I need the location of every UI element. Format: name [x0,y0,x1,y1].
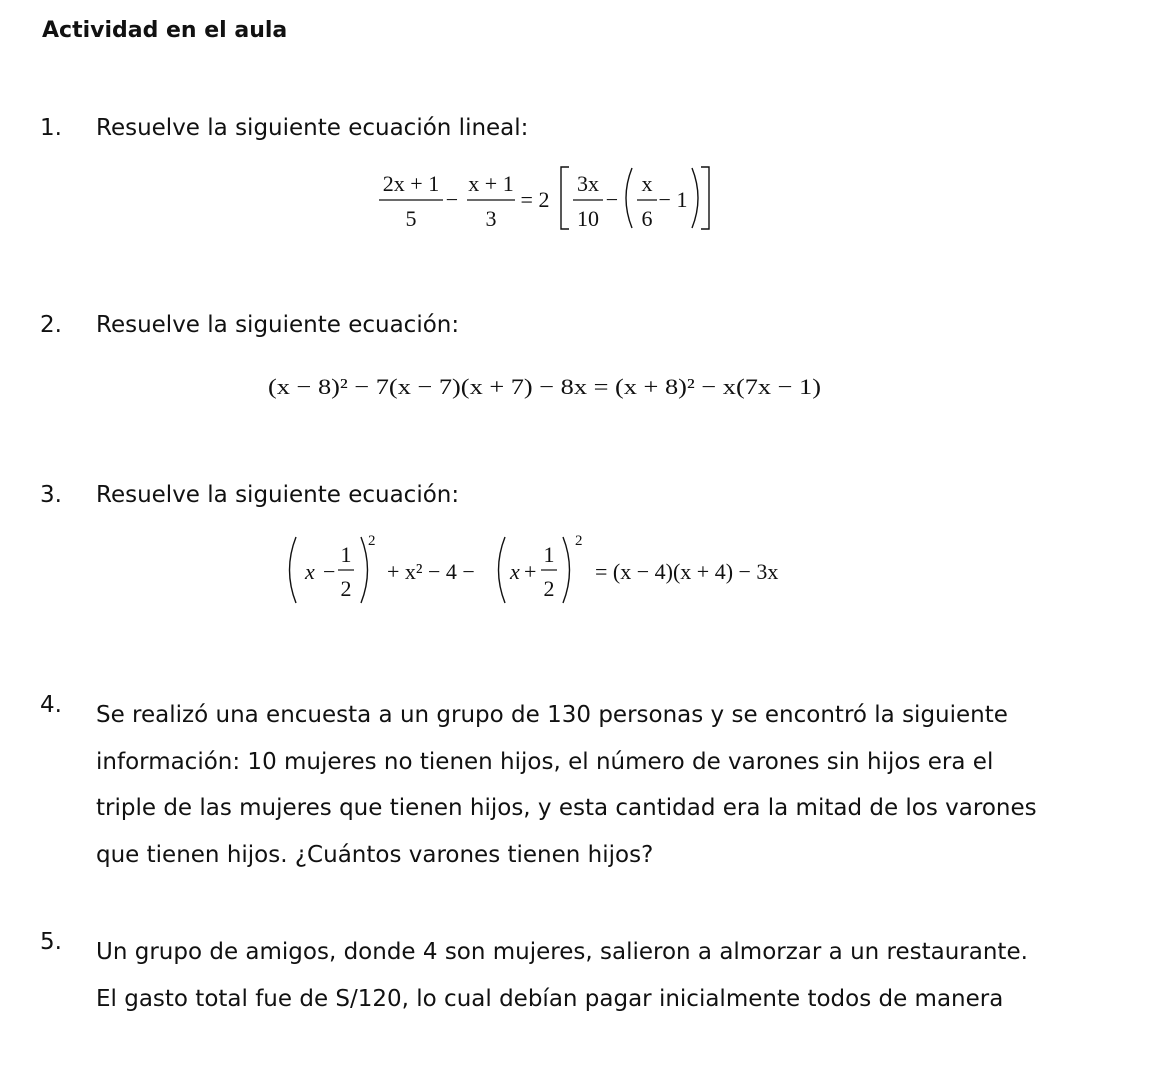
problem-text [96,692,1090,878]
equation-2-expression: (x − 8)² − 7(x − 7)(x + 7) − 8x = (x + 8)² − x(7x − 1) [268,374,821,399]
equation-1 [375,163,735,233]
problem-number: 3. [40,482,62,508]
right-paren [692,168,698,228]
text-line: El gasto total fue de S/120, lo cual debían pagar inicialmente todos de manera [96,985,1004,1012]
half-denominator: 2 [340,576,352,601]
text-line: Un grupo de amigos, donde 4 son mujeres, salieron a almorzar a un restaurante. [96,939,1028,965]
half-numerator: 1 [543,542,555,567]
minus-sign: − [605,187,619,212]
exponent: 2 [368,533,376,549]
fraction-1-denominator: 5 [405,206,417,231]
fraction-2-numerator: x + 1 [468,171,514,196]
problem-number: 5. [40,929,62,955]
left-paren [499,537,506,603]
problem-text [96,929,1090,1022]
variable-x: x [305,559,315,584]
fraction-3-denominator: 10 [577,206,599,231]
fraction-4-numerator: x [641,171,653,196]
equals-two: = 2 [520,187,550,212]
text-line: información: 10 mujeres no tienen hijos, el número de varones sin hijos era el [96,748,994,775]
fraction-3-numerator: 3x [577,171,599,196]
minus-one: − 1 [658,187,688,212]
text-line: Se realizó una encuesta a un grupo de 130 personas y se encontró la siguiente [96,702,1008,728]
equation-2 [268,364,828,404]
problem-text: Resuelve la siguiente ecuación lineal: [96,115,529,141]
half-denominator: 2 [543,576,555,601]
problem-number: 4. [40,692,62,718]
equation-3 [283,529,823,609]
exponent: 2 [575,533,583,549]
right-paren [361,537,368,603]
plus-sign: + [524,559,537,584]
fraction-4-denominator: 6 [641,206,653,231]
left-paren [626,168,632,228]
right-bracket [701,167,709,229]
variable-x: x [510,559,520,584]
fraction-2-denominator: 3 [485,206,497,231]
problem-number: 1. [40,115,62,141]
problem-text: Resuelve la siguiente ecuación: [96,312,460,338]
right-hand-side: = (x − 4)(x + 4) − 3x [595,559,779,584]
problem-number: 2. [40,312,62,338]
minus-sign: − [445,187,459,212]
minus-sign: − [323,559,336,584]
left-bracket [561,167,569,229]
page-title: Actividad en el aula [42,18,288,43]
left-paren [290,537,297,603]
text-line: triple de las mujeres que tienen hijos, y esta cantidad era la mitad de los varones [96,795,1037,821]
right-paren [563,537,570,603]
fraction-1-numerator: 2x + 1 [382,171,440,196]
middle-terms: + x² − 4 − [387,559,475,584]
text-line: que tienen hijos. ¿Cuántos varones tienen hijos? [96,841,654,868]
half-numerator: 1 [340,542,352,567]
problem-text: Resuelve la siguiente ecuación: [96,482,460,508]
